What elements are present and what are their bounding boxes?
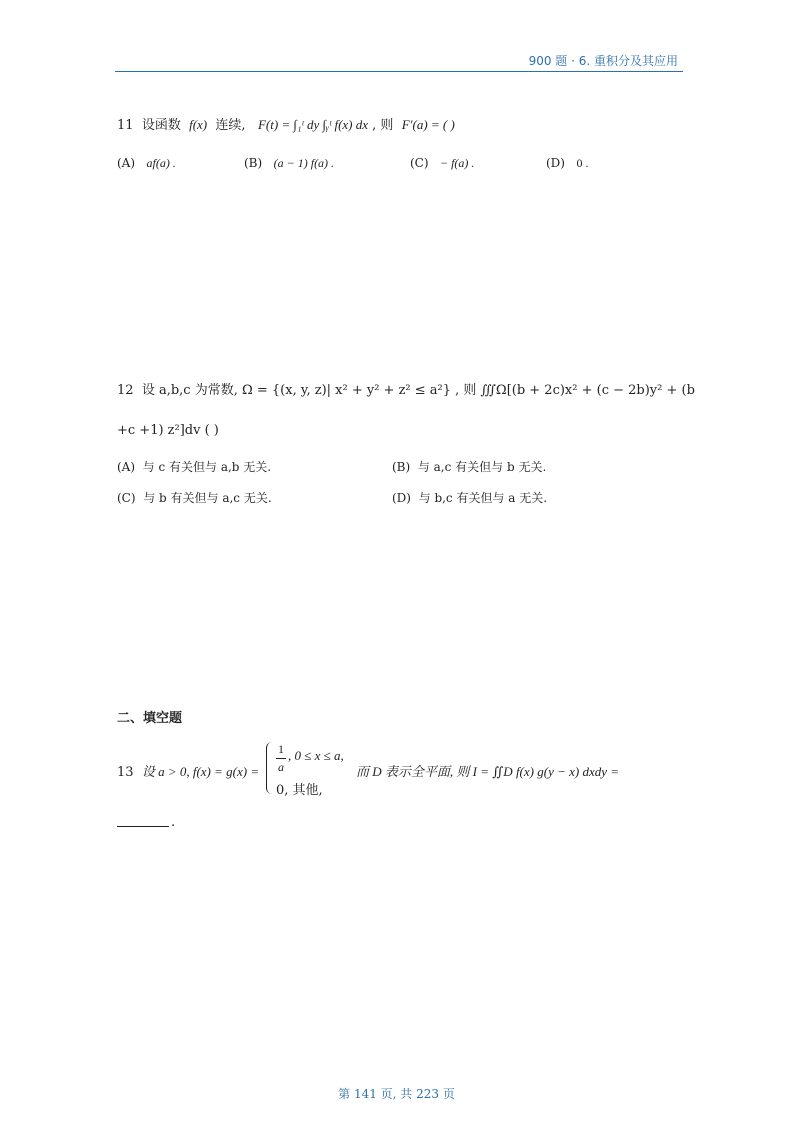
integral-definition: F(t) = ∫₁ᵗ dy ∫ᵧᵗ f(x) dx — [257, 117, 369, 132]
answer-end-period: . — [171, 815, 176, 830]
option-value: 与 a,c 有关但与 b 无关. — [417, 460, 547, 474]
answer-blank[interactable] — [117, 826, 169, 827]
option-a — [117, 156, 176, 171]
option-value: 与 b,c 有关但与 a 无关. — [418, 491, 548, 505]
fraction-bar — [276, 758, 286, 759]
option-value: − f(a) . — [440, 156, 475, 170]
option-b — [244, 156, 334, 171]
section-heading: 二、填空题 — [117, 711, 183, 726]
question-11 — [117, 114, 455, 133]
option-label: (D) — [546, 156, 565, 170]
option-label: (C) — [410, 156, 429, 170]
question-number: 13 — [117, 765, 134, 780]
header-divider — [115, 71, 683, 72]
question-text: +c +1) z²]dv ( ) — [117, 423, 219, 438]
question-13-tail: 而 D 表示全平面, 则 I = ∬D f(x) g(y − x) dxdy = — [356, 764, 620, 779]
case-2: 0, 其他, — [276, 783, 323, 798]
option-label: (A) — [117, 460, 136, 474]
option-b — [392, 458, 546, 475]
question-13-lead — [117, 761, 259, 780]
option-d — [392, 489, 547, 506]
option-label: (C) — [117, 491, 136, 505]
question-text: , 则 — [372, 118, 394, 133]
question-ask: F′(a) = ( ) — [401, 117, 455, 132]
question-number: 12 — [117, 383, 134, 398]
page-header-title: 900 题 · 6. 重积分及其应用 — [528, 54, 678, 68]
question-text: 设 a > 0, f(x) = g(x) = — [141, 764, 260, 779]
question-number: 11 — [117, 118, 134, 133]
question-12-continued — [117, 423, 219, 438]
option-value: (a − 1) f(a) . — [273, 156, 335, 170]
option-label: (A) — [117, 156, 136, 170]
question-text: 设 a,b,c 为常数, Ω = {(x, y, z)| x² + y² + z² ≤ a²} , 则 ∭Ω[(b + 2c)x² + (c − 2b)y² + (b — [141, 383, 695, 398]
option-d — [546, 156, 588, 171]
question-12 — [117, 379, 695, 398]
piecewise-brace — [266, 742, 273, 794]
option-value: af(a) . — [146, 156, 176, 170]
option-label: (D) — [392, 491, 411, 505]
page-footer: 第 141 页, 共 223 页 — [338, 1087, 455, 1101]
option-label: (B) — [244, 156, 263, 170]
option-label: (B) — [392, 460, 411, 474]
option-c — [410, 156, 474, 171]
question-text: 设函数 — [141, 118, 181, 133]
fraction-numerator: 1 — [278, 742, 284, 756]
fraction-one-over-a — [276, 742, 286, 775]
case-1-condition: , 0 ≤ x ≤ a, — [288, 748, 344, 763]
option-value: 与 b 有关但与 a,c 无关. — [143, 491, 272, 505]
question-text: 连续, — [215, 118, 246, 133]
option-value: 与 c 有关但与 a,b 无关. — [142, 460, 272, 474]
option-value: 0 . — [576, 156, 589, 170]
option-a — [117, 458, 271, 475]
option-c — [117, 489, 272, 506]
fraction-denominator: a — [278, 760, 284, 774]
function-fx: f(x) — [189, 117, 208, 132]
